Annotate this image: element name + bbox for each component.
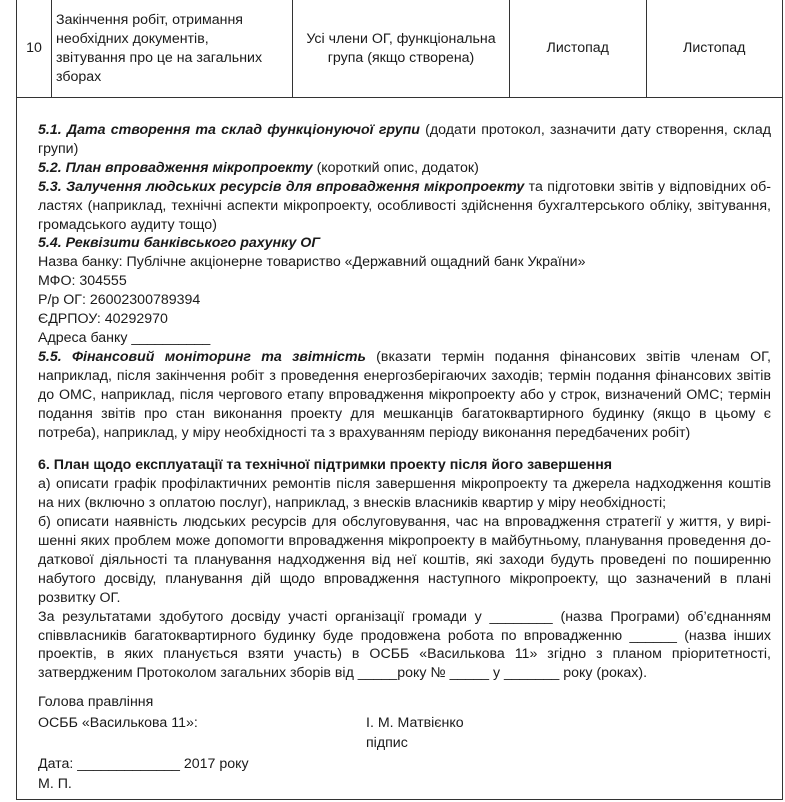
stamp-label: М. П. — [38, 776, 72, 792]
section-5-4-heading: 5.4. Реквізити банківського рахунку ОГ — [38, 235, 321, 252]
signature-block — [38, 692, 738, 795]
section-5-3: 5.3. Залучення людських ресурсів для впровадження мікропроекту та підготовки звітів у відповідних областях (наприклад, технічні аспекти мікропроекту, особливості здійснення бухгалтерського обліку, звітування, громадського аудиту тощо) — [38, 178, 771, 233]
bank-edrpou: ЄДРПОУ: 40292970 — [38, 311, 168, 328]
bank-name: Назва банку: Публічне акціонерне товариство «Державний ощадний банк України» — [38, 254, 586, 271]
table-row — [17, 0, 783, 98]
signature-title-1: Голова правління — [38, 694, 154, 710]
bank-account: Р/р ОГ: 26002300789394 — [38, 292, 201, 309]
section-6-b: б) описати наявність людських ресурсів для обслуговування, час на впровадження стратегії у життя, у вирішенні яких проблем може допомогти впровадження мікропроекту в майбутньому, планування проведення додаткової діяльності та планування надходження від неї коштів, які заходи будуть проведені по поширенню набутого досвіду, планування дій щодо впровадження наступного мікропроекту, що зазначений в плані розвитку ОГ. — [38, 514, 771, 606]
signatory-name: І. М. Матвієнко — [366, 714, 464, 731]
section-5-1: 5.1. Дата створення та склад функціонуючої групи (додати протокол, зазначити дату створення, склад групи) — [38, 122, 771, 157]
end-month-cell: Листопад — [646, 0, 783, 98]
row-number: 10 — [17, 0, 52, 98]
task-cell: Закінчення робіт, отримання необхідних документів, звітування про це на загальних зборах — [52, 0, 293, 98]
document-body — [38, 121, 771, 683]
signature-title-2: ОСББ «Василькова 11»: — [38, 714, 198, 731]
start-month-cell: Листопад — [510, 0, 647, 98]
section-5-2: 5.2. План впровадження мікропроекту (короткий опис, додаток) — [38, 159, 479, 176]
section-6-c: За результатами здобутого досвіду участі організації громади у ________ (назва Програми) об’єднанням співвласників багатоквартирного будинку буде продовжена робота по впровадженню ______ (назва інших проектів, в яких планується взяти участь) в ОСББ «Василькова 11» згідно з планом пріоритетності, затвердженим Протоколом загальних зборів від _____року № _____ у _______ року (роках). — [38, 608, 771, 682]
section-6-heading: 6. План щодо експлуатації та технічної підтримки проекту після його завершення — [38, 457, 613, 474]
bank-address: Адреса банку __________ — [38, 329, 211, 346]
plan-table — [16, 0, 783, 98]
section-5-5: 5.5. Фінансовий моніторинг та звітність (вказати термін подання фінансових звітів членам ОГ, наприклад, після закінчення робіт з проведення енергозберігаючих заходів; термін подання фінансових звітів до ОМС, наприклад, після чергового етапу впровадження мікропроекту або у строк, визначений ОМС; термін подання звітів про стан виконання проекту для мешканців багатоквартирного будинку (якщо в цьому є потреба), наприклад, у міру необхідності та з врахуванням періоду виконання передбачених робіт) — [38, 348, 772, 441]
signature-date: Дата: _____________ 2017 року — [38, 755, 249, 772]
responsible-cell: Усі члени ОГ, функціональна група (якщо створена) — [293, 0, 510, 98]
bank-mfo: МФО: 304555 — [38, 273, 127, 290]
signature-label: підпис — [366, 735, 408, 751]
section-6-a: а) описати графік профілактичних ремонтів після завершення мікропроекту та джерела надходження коштів на них (включно з оплатою послуг), наприклад, з внесків власників квартир у міру необхідності; — [38, 476, 771, 512]
